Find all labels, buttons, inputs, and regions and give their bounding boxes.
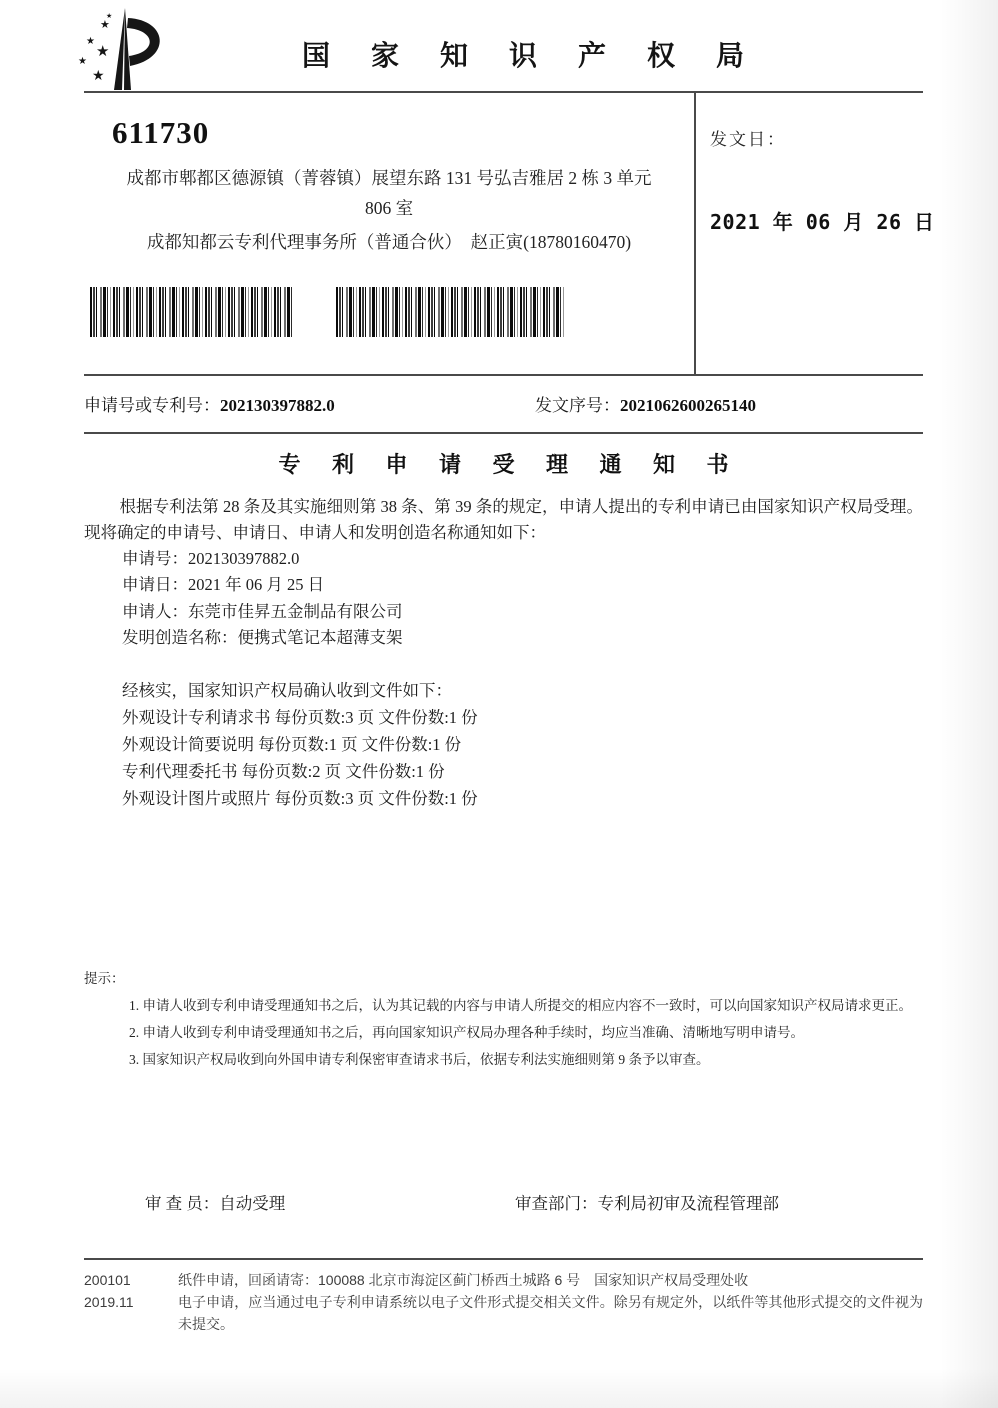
recipient-block bbox=[84, 93, 694, 374]
postal-code: 611730 bbox=[112, 115, 210, 150]
numbers-row bbox=[84, 376, 923, 434]
recipient-address-line1: 成都市郫都区德源镇（菁蓉镇）展望东路 131 号弘吉雅居 2 栋 3 单元 bbox=[126, 168, 652, 188]
notice-title: 专 利 申 请 受 理 通 知 书 bbox=[278, 452, 742, 477]
received-doc-item: 外观设计图片或照片 每份页数:3 页 文件份数:1 份 bbox=[122, 788, 478, 808]
barcode-row bbox=[84, 287, 694, 337]
field-invention-title: 发明创造名称：便携式笔记本超薄支架 bbox=[122, 627, 403, 647]
received-documents-block bbox=[84, 678, 923, 813]
barcode-serial bbox=[336, 287, 566, 337]
application-number-label: 申请号或专利号： bbox=[84, 396, 220, 415]
application-number-group bbox=[84, 396, 335, 415]
masthead bbox=[78, 0, 923, 93]
notice-intro-paragraph: 根据专利法第 28 条及其实施细则第 38 条、第 39 条的规定，申请人提出的专利申请已由国家知识产权局受理。现将确定的申请号、申请日、申请人和发明创造名称通知如下： bbox=[84, 497, 923, 542]
svg-text:★: ★ bbox=[106, 12, 113, 20]
received-doc-item: 外观设计简要说明 每份页数:1 页 文件份数:1 份 bbox=[122, 735, 462, 754]
form-version: 2019.11 bbox=[84, 1293, 134, 1310]
notes-label: 提示： bbox=[84, 970, 125, 986]
note-item-2: 2. 申请人收到专利申请受理通知书之后，再向国家知识产权局办理各种手续时，均应当准确、清晰地写明申请号。 bbox=[129, 1024, 804, 1040]
serial-number-label: 发文序号： bbox=[535, 396, 620, 415]
received-intro: 经核实，国家知识产权局确认收到文件如下： bbox=[122, 681, 452, 701]
department-group bbox=[515, 1190, 779, 1214]
footer-instructions bbox=[178, 1269, 923, 1335]
footer-paper-line: 纸件申请，回函请寄：100088 北京市海淀区蓟门桥西土城路 6 号 国家知识产权局受理处收 bbox=[178, 1271, 749, 1288]
examiner-group bbox=[145, 1194, 285, 1213]
examiner-label: 审 查 员： bbox=[145, 1193, 220, 1213]
serial-number-value: 2021062600265140 bbox=[620, 396, 756, 415]
agency-title: 国 家 知 识 产 权 局 bbox=[301, 41, 762, 72]
svg-text:★: ★ bbox=[78, 56, 87, 67]
note-item-1: 1. 申请人收到专利申请受理通知书之后，认为其记载的内容与申请人所提交的相应内容不一致时，可以向国家知识产权局请求更正。 bbox=[129, 997, 912, 1013]
field-application-date: 申请日：2021 年 06 月 25 日 bbox=[122, 575, 325, 595]
svg-text:★: ★ bbox=[92, 69, 105, 84]
field-applicant: 申请人：东莞市佳昇五金制品有限公司 bbox=[122, 601, 403, 621]
dispatch-date-label: 发文日： bbox=[710, 130, 786, 149]
note-item-3: 3. 国家知识产权局收到向外国申请专利保密审查请求书后，依据专利法实施细则第 9 条予以审查。 bbox=[129, 1051, 710, 1067]
examiner-value: 自动受理 bbox=[219, 1193, 286, 1213]
svg-text:★: ★ bbox=[86, 36, 95, 47]
department-label: 审查部门： bbox=[515, 1193, 598, 1213]
page-footer bbox=[84, 1258, 923, 1335]
form-code: 200101 bbox=[84, 1271, 131, 1288]
notes-section bbox=[84, 965, 923, 1073]
form-code-column bbox=[84, 1269, 178, 1335]
dispatch-date-box bbox=[694, 93, 935, 374]
svg-text:★: ★ bbox=[96, 44, 110, 60]
cnipa-logo-icon bbox=[76, 6, 196, 98]
recipient-address-line2: 806 室 bbox=[364, 198, 414, 218]
received-doc-item: 外观设计专利请求书 每份页数:3 页 文件份数:1 份 bbox=[122, 708, 478, 728]
serial-number-group bbox=[535, 391, 756, 416]
svg-text:★: ★ bbox=[100, 19, 110, 31]
footer-efiling-line: 电子申请，应当通过电子专利申请系统以电子文件形式提交相关文件。除另有规定外，以纸件等其他形式提交的文件视为未提交。 bbox=[178, 1293, 923, 1332]
signature-row bbox=[84, 1190, 923, 1217]
agent-contact-line: 成都知都云专利代理事务所（普通合伙） 赵正寅(18780160470) bbox=[146, 232, 632, 252]
application-field-list bbox=[84, 546, 923, 651]
department-value: 专利局初审及流程管理部 bbox=[597, 1193, 779, 1213]
received-doc-item: 专利代理委托书 每份页数:2 页 文件份数:1 份 bbox=[122, 761, 445, 781]
recipient-dispatch-section bbox=[84, 93, 935, 376]
dispatch-date-value: 2021 年 06 月 26 日 bbox=[710, 210, 935, 234]
field-application-number: 申请号：202130397882.0 bbox=[122, 549, 300, 568]
barcode-application bbox=[90, 287, 294, 337]
application-number-value: 202130397882.0 bbox=[220, 396, 335, 415]
